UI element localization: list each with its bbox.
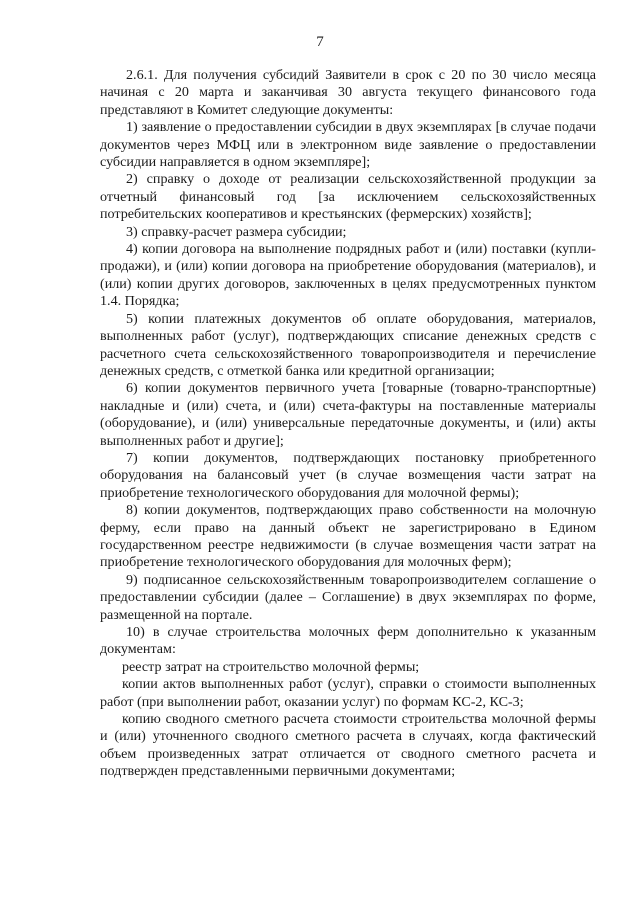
list-item-9: 9) подписанное сельскохозяйственным товаропроизводителем соглашение о предоставлении субсидии (далее – Соглашение) в двух экземплярах по форме, размещенной на портале. — [100, 571, 596, 623]
list-item-5: 5) копии платежных документов об оплате оборудования, материалов, выполненных работ (услуг), подтверждающих списание денежных средств с расчетного счета сельскохозяйственного товаропроизводителя и перечисление денежных средств, с отметкой банка или кредитной организации; — [100, 310, 596, 379]
list-item-3: 3) справку-расчет размера субсидии; — [126, 223, 347, 240]
sub-item-work-acts: копии актов выполненных работ (услуг), справки о стоимости выполненных работ (при выполнении работ, оказании услуг) по формам КС-2, КС-3; — [100, 676, 596, 710]
list-item-8: 8) копии документов, подтверждающих право собственности на молочную ферму, если право на данный объект не зарегистрировано в Едином государственном реестре недвижимости (в случае возмещения части затрат на приобретение технологического оборудования для молочных ферм); — [100, 502, 596, 571]
list-item-7: 7) копии документов, подтверждающих постановку приобретенного оборудования на балансовый учет (в случае возмещения части затрат на приобретение технологического оборудования для молочной фермы); — [100, 449, 596, 501]
list-item-6: 6) копии документов первичного учета [товарные (товарно-транспортные) накладные и (или) счета, и (или) счета-фактуры на поставленные материалы (оборудование), и (или) универсальные передаточные документы, и (или) акты выполненных работ и другие]; — [100, 380, 596, 449]
list-item-2: 2) справку о доходе от реализации сельскохозяйственной продукции за отчетный финансовый год [за исключением сельскохозяйственных потребительских кооперативов и крестьянских (фермерских) хозяйств]; — [100, 171, 596, 223]
list-item-1: 1) заявление о предоставлении субсидии в двух экземплярах [в случае подачи документов через МФЦ или в электронном виде заявление о предоставлении субсидии направляется в одном экземпляре]; — [100, 119, 596, 171]
document-body — [100, 67, 596, 781]
paragraph-2-6-1: 2.6.1. Для получения субсидий Заявители в срок с 20 по 30 число месяца начиная с 20 марта и заканчивая 30 августа текущего финансового года представляют в Комитет следующие документы: — [100, 67, 596, 118]
sub-item-estimate: копию сводного сметного расчета стоимости строительства молочной фермы и (или) уточненного сводного сметного расчета в случаях, когда фактический объем произведенных затрат отличается от сводного сметного расчета и подтвержден представленными первичными документами; — [100, 711, 596, 780]
list-item-10: 10) в случае строительства молочных ферм дополнительно к указанным документам: — [100, 624, 596, 658]
list-item-4: 4) копии договора на выполнение подрядных работ и (или) поставки (купли- продажи), и (или) копии договора на приобретение оборудования (материалов), и (или) копии других договоров, заключенных в целях предусмотренных пунктом 1.4. Порядка; — [100, 241, 596, 310]
sub-item-cost-register: реестр затрат на строительство молочной фермы; — [122, 658, 420, 675]
page-number: 7 — [316, 34, 324, 50]
